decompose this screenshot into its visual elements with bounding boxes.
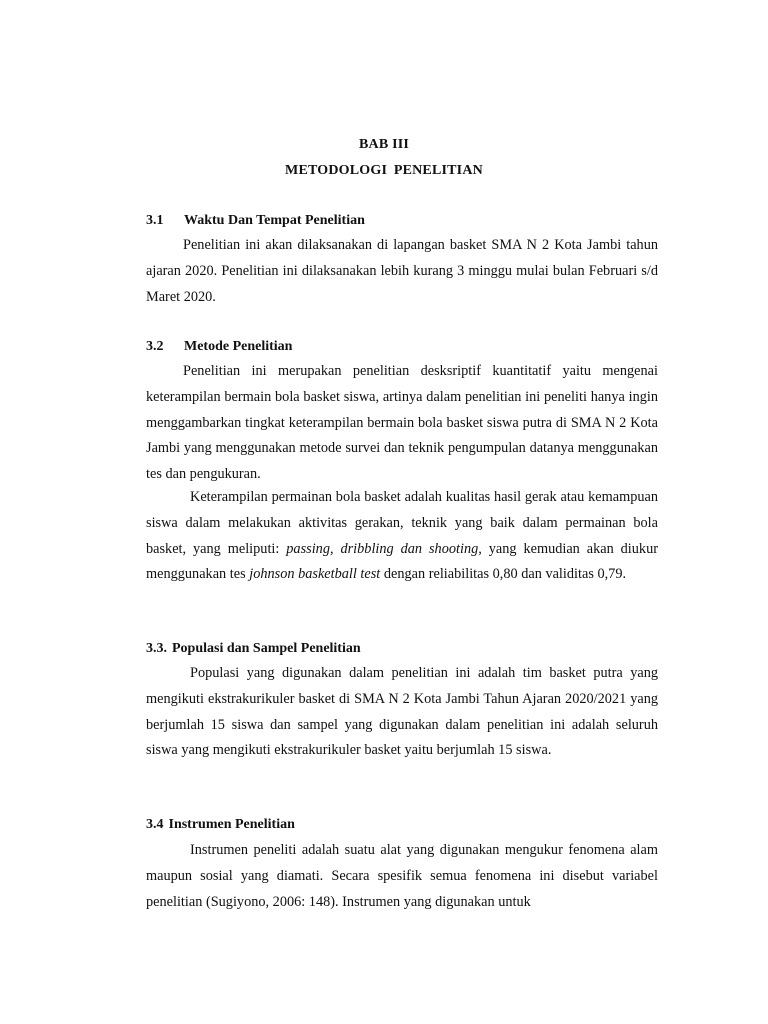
italic-text-run: johnson basketball test	[249, 566, 381, 583]
section-heading-3-4	[146, 817, 295, 833]
paragraph-3-2-b	[146, 485, 658, 588]
section-title: Waktu Dan Tempat Penelitian	[184, 213, 365, 228]
section-title: Instrumen Penelitian	[168, 817, 295, 832]
section-number: 3.4	[146, 817, 164, 832]
section-heading-3-1	[146, 213, 365, 229]
paragraph-3-2-a: Penelitian ini merupakan penelitian desksriptif kuantitatif yaitu mengenai keterampilan bermain bola basket siswa, artinya dalam penelitian ini peneliti hanya ingin menggambarkan tingkat keterampilan bermain bola basket siswa putra di SMA N 2 Kota Jambi yang menggunakan metode survei dan teknik pengumpulan datanya menggunakan tes dan pengukuran.	[146, 363, 658, 483]
paragraph-3-4: Instrumen peneliti adalah suatu alat yang digunakan mengukur fenomena alam maupun sosial yang diamati. Secara spesifik semua fenomena ini disebut variabel penelitian (Sugiyono, 2006: 148). Instrumen yang digunakan untuk	[146, 842, 658, 910]
text-run: Keterampilan permainan bola basket adalah kualitas hasil gerak atau kemampuan siswa dalam melakukan aktivitas gerakan, teknik yang baik dalam permainan bola basket, yang meliputi:	[146, 489, 658, 557]
italic-text-run: passing, dribbling dan shooting,	[286, 540, 482, 557]
section-number: 3.2	[146, 339, 164, 354]
section-heading-3-2	[146, 339, 292, 355]
chapter-title: BAB III	[358, 137, 410, 152]
section-title: Populasi dan Sampel Penelitian	[172, 641, 361, 656]
section-number: 3.1	[146, 213, 164, 228]
paragraph-3-1: Penelitian ini akan dilaksanakan di lapangan basket SMA N 2 Kota Jambi tahun ajaran 2020. Penelitian ini dilaksanakan lebih kurang 3 minggu mulai bulan Februari s/d Maret 2020.	[146, 237, 658, 305]
chapter-subtitle: METODOLOGI PENELITIAN	[285, 163, 483, 178]
text-run: dengan reliabilitas 0,80 dan validitas 0,79.	[380, 566, 627, 583]
section-title: Metode Penelitian	[184, 339, 293, 354]
text-run: yang kemudian akan diukur menggunakan tes	[146, 540, 658, 583]
paragraph-3-3: Populasi yang digunakan dalam penelitian ini adalah tim basket putra yang mengikuti ekstrakurikuler basket di SMA N 2 Kota Jambi Tahun Ajaran 2020/2021 yang berjumlah 15 siswa dan sampel yang digunakan dalam penelitian ini adalah seluruh siswa yang mengikuti ekstrakurikuler basket yaitu berjumlah 15 siswa.	[146, 665, 658, 759]
section-number: 3.3.	[146, 641, 167, 656]
section-heading-3-3	[146, 641, 361, 657]
